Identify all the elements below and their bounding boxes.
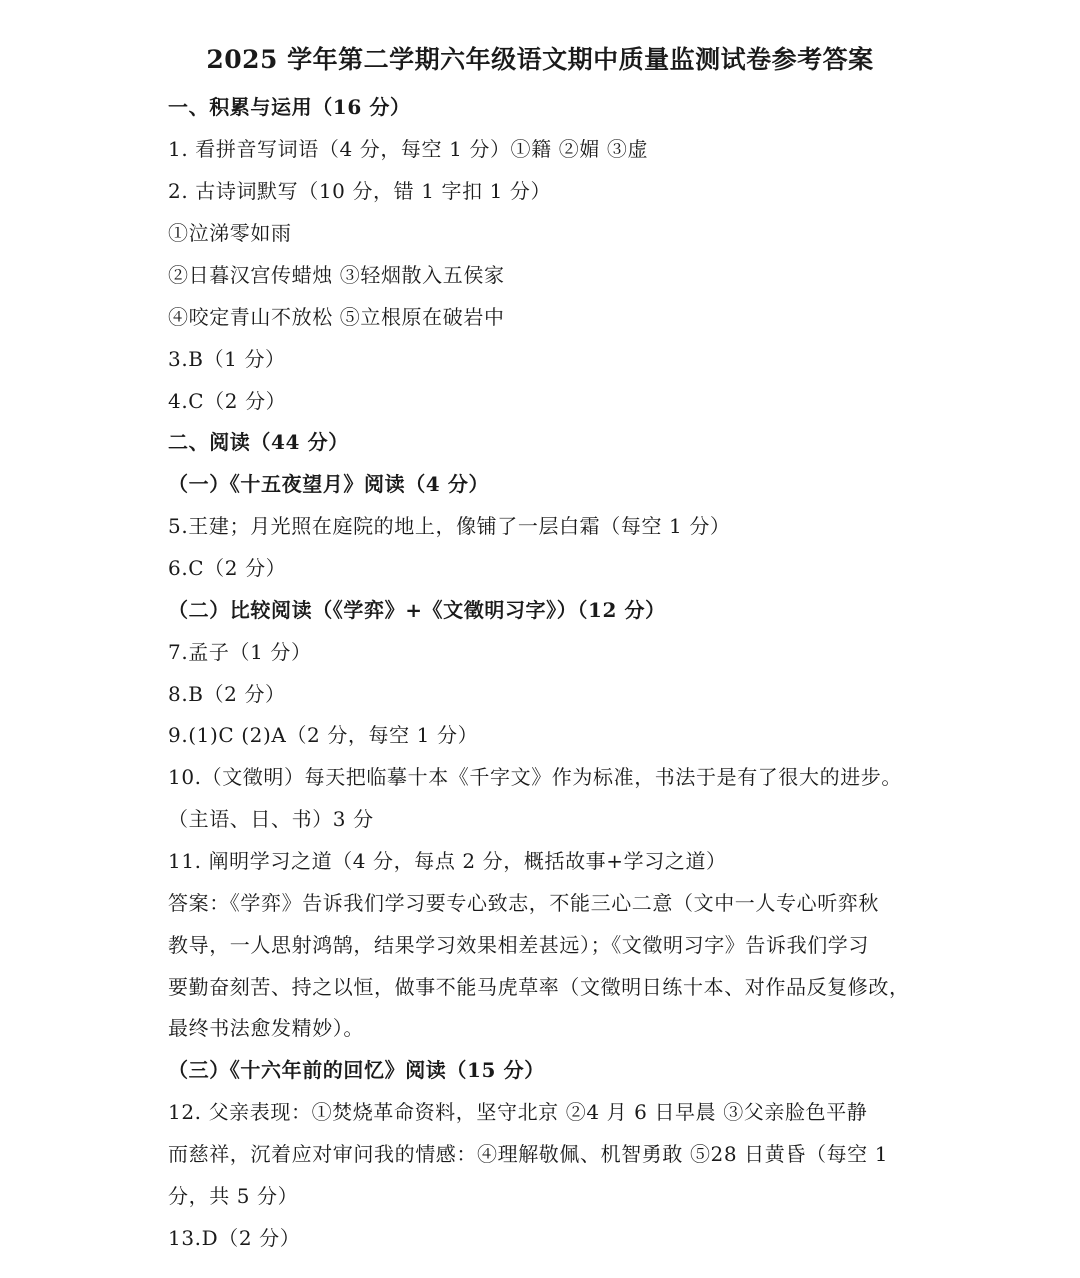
answer-q1: 1. 看拼音写词语（4 分，每空 1 分）①籍 ②媚 ③虚 [168, 137, 649, 161]
answer-q4: 4.C（2 分） [168, 389, 287, 413]
answer-q8: 8.B（2 分） [168, 682, 286, 706]
answer-q2-line-1: ①泣涕零如雨 [168, 221, 292, 245]
subsection-heading-poem: （一）《十五夜望月》阅读（4 分） [168, 472, 490, 496]
answer-q10: 10.（文徵明）每天把临摹十本《千字文》作为标准，书法于是有了很大的进步。 [168, 765, 903, 789]
answer-q2-line-3: ④咬定青山不放松 ⑤立根原在破岩中 [168, 305, 505, 329]
document-title: 2025 学年第二学期六年级语文期中质量监测试卷参考答案 [206, 45, 874, 74]
answer-q11-line-3: 要勤奋刻苦、持之以恒，做事不能马虎草率（文徵明日练十本、对作品反复修改， [168, 975, 910, 999]
answer-q11-line-1: 答案：《学弈》告诉我们学习要专心致志，不能三心二意（文中一人专心听弈秋 [168, 891, 879, 915]
answer-q3: 3.B（1 分） [168, 347, 286, 371]
answer-q12-line-2: 而慈祥，沉着应对审问我的情感：④理解敬佩、机智勇敢 ⑤28 日黄昏（每空 1 [168, 1142, 889, 1166]
answer-q13: 13.D（2 分） [168, 1226, 301, 1250]
answer-q2-line-2: ②日暮汉宫传蜡烛 ③轻烟散入五侯家 [168, 263, 505, 287]
answer-q7: 7.孟子（1 分） [168, 640, 312, 664]
answer-q6: 6.C（2 分） [168, 556, 287, 580]
subsection-heading-comparison: （二）比较阅读（《学弈》+《文徵明习字》）（12 分） [168, 598, 666, 622]
answer-q2: 2. 古诗词默写（10 分，错 1 字扣 1 分） [168, 179, 552, 203]
answer-q12-line-1: 12. 父亲表现：①焚烧革命资料，坚守北京 ②4 月 6 日早晨 ③父亲脸色平静 [168, 1100, 868, 1124]
answer-q11-line-2: 教导，一人思射鸿鹄，结果学习效果相差甚远）；《文徵明习字》告诉我们学习 [168, 933, 869, 957]
answer-q12-line-3: 分，共 5 分） [168, 1184, 299, 1208]
answer-q11-line-4: 最终书法愈发精妙）。 [168, 1016, 364, 1040]
section-heading-accumulation: 一、积累与运用（16 分） [168, 95, 411, 119]
answer-q10-scoring: （主语、日、书）3 分 [168, 807, 374, 831]
answer-q11: 11. 阐明学习之道（4 分，每点 2 分，概括故事+学习之道） [168, 849, 727, 873]
answer-q5: 5.王建；月光照在庭院的地上，像铺了一层白霜（每空 1 分） [168, 514, 731, 538]
subsection-heading-memory: （三）《十六年前的回忆》阅读（15 分） [168, 1058, 545, 1082]
answer-q9: 9.(1)C (2)A（2 分，每空 1 分） [168, 723, 479, 747]
section-heading-reading: 二、阅读（44 分） [168, 430, 349, 454]
